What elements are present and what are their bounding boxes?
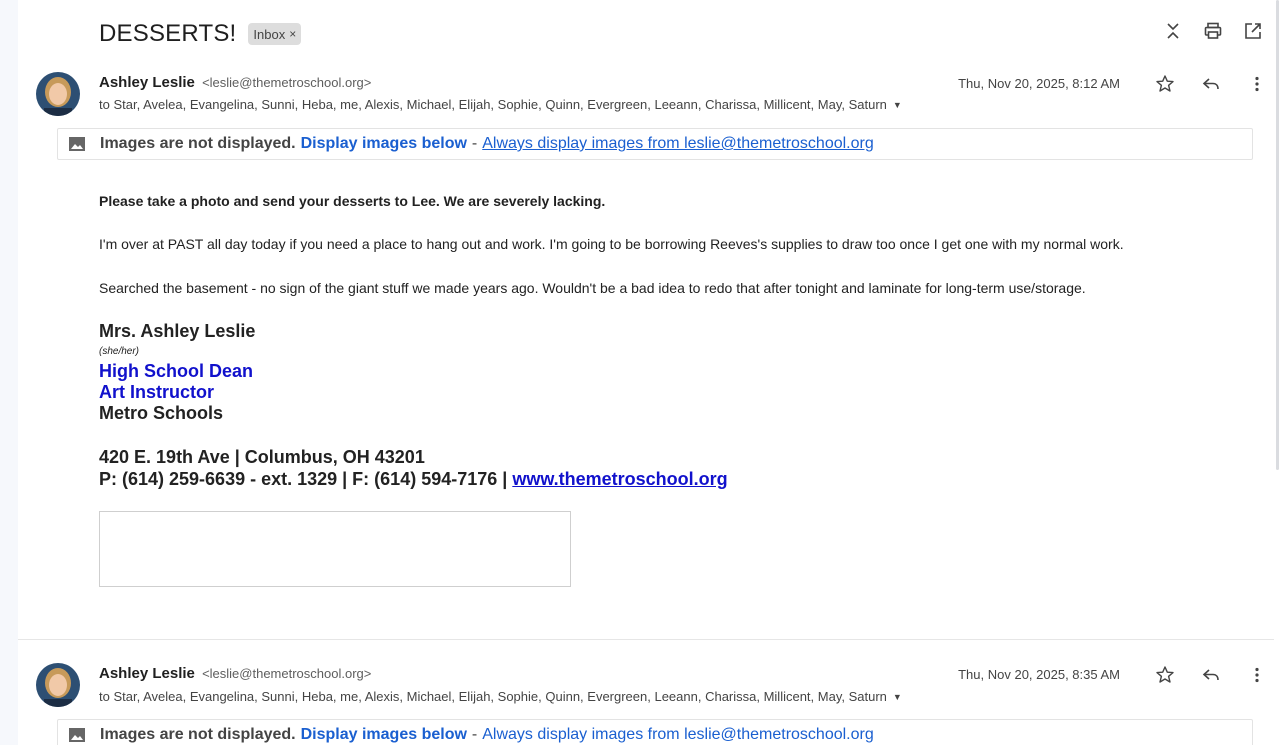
- signature-title-dean: High School Dean: [99, 361, 254, 381]
- images-notice: Images are not displayed.: [100, 135, 296, 152]
- show-details-icon[interactable]: ▼: [892, 99, 902, 110]
- sender-email: <leslie@themetroschool.org>: [202, 666, 372, 681]
- signature-phone: P: (614) 259-6639 - ext. 1329 | F: (614) 594-7176 |: [99, 469, 513, 489]
- banner-separator: -: [471, 135, 478, 152]
- recipients-line: [99, 689, 902, 704]
- signature-title-art: Art Instructor: [99, 382, 215, 402]
- open-in-new-window-icon[interactable]: [1242, 20, 1264, 42]
- recipients-text: to Star, Avelea, Evangelina, Sunni, Heba, me, Alexis, Michael, Elijah, Sophie, Quinn, Evergreen, Leeann, Charissa, Millicent, May, Saturn: [99, 97, 887, 112]
- more-options-icon[interactable]: [1246, 73, 1268, 95]
- subject-row: [99, 18, 301, 50]
- star-icon[interactable]: [1154, 73, 1176, 95]
- thread-subject: DESSERTS!: [99, 20, 237, 47]
- images-notice: Images are not displayed.: [100, 726, 296, 743]
- reply-icon[interactable]: [1200, 73, 1222, 95]
- show-details-icon[interactable]: ▼: [892, 691, 902, 702]
- images-not-displayed-banner: [57, 128, 1253, 160]
- sender-name[interactable]: Ashley Leslie: [99, 74, 195, 91]
- body-paragraph: I'm over at PAST all day today if you need a place to hang out and work. I'm going to be borrowing Reeves's supplies to draw too once I get one with my normal work.: [99, 236, 1124, 252]
- sender-avatar[interactable]: [36, 72, 80, 116]
- body-paragraph: Please take a photo and send your desserts to Lee. We are severely lacking.: [99, 193, 606, 209]
- sender-avatar[interactable]: [36, 663, 80, 707]
- display-images-link[interactable]: Display images below: [300, 726, 467, 743]
- sender-name[interactable]: Ashley Leslie: [99, 665, 195, 682]
- message-date: Thu, Nov 20, 2025, 8:12 AM: [958, 76, 1120, 91]
- always-display-images-link[interactable]: Always display images from leslie@themetroschool.org: [482, 726, 874, 743]
- signature-pronouns: (she/her): [99, 346, 140, 357]
- reply-icon[interactable]: [1200, 664, 1222, 686]
- signature-org: Metro Schools: [99, 403, 224, 423]
- message-actions: [1154, 664, 1268, 686]
- print-icon[interactable]: [1202, 20, 1224, 42]
- signature-name: Mrs. Ashley Leslie: [99, 321, 256, 341]
- signature-contact: [99, 469, 728, 490]
- image-placeholder-icon: [68, 135, 86, 153]
- banner-separator: -: [471, 726, 478, 743]
- message-divider: [18, 639, 1274, 640]
- recipients-line: [99, 97, 902, 112]
- thread-actions: [1162, 20, 1264, 42]
- sender-line: [99, 665, 371, 682]
- more-options-icon[interactable]: [1246, 664, 1268, 686]
- body-paragraph: Searched the basement - no sign of the giant stuff we made years ago. Wouldn't be a bad idea to redo that after tonight and laminate for long-term use/storage.: [99, 280, 1086, 296]
- images-not-displayed-banner: [57, 719, 1253, 745]
- image-placeholder-icon: [68, 726, 86, 744]
- signature-image-placeholder: [99, 511, 571, 587]
- scrollbar[interactable]: [1274, 0, 1280, 745]
- star-icon[interactable]: [1154, 664, 1176, 686]
- sender-line: [99, 74, 371, 91]
- email-reading-pane: [18, 0, 1274, 745]
- scrollbar-thumb[interactable]: [1276, 0, 1279, 470]
- message-actions: [1154, 73, 1268, 95]
- recipients-text: to Star, Avelea, Evangelina, Sunni, Heba, me, Alexis, Michael, Elijah, Sophie, Quinn, Evergreen, Leeann, Charissa, Millicent, May, Saturn: [99, 689, 887, 704]
- expand-collapse-icon[interactable]: [1162, 20, 1184, 42]
- inbox-label-chip[interactable]: [248, 23, 301, 45]
- signature-address: 420 E. 19th Ave | Columbus, OH 43201: [99, 447, 425, 467]
- label-text: Inbox: [253, 26, 286, 42]
- signature-website-link[interactable]: www.themetroschool.org: [512, 469, 728, 489]
- message-date: Thu, Nov 20, 2025, 8:35 AM: [958, 667, 1120, 682]
- remove-label-icon[interactable]: ×: [289, 27, 297, 41]
- display-images-link[interactable]: Display images below: [300, 135, 467, 152]
- sender-email: <leslie@themetroschool.org>: [202, 75, 372, 90]
- always-display-images-link[interactable]: Always display images from leslie@themetroschool.org: [482, 135, 874, 152]
